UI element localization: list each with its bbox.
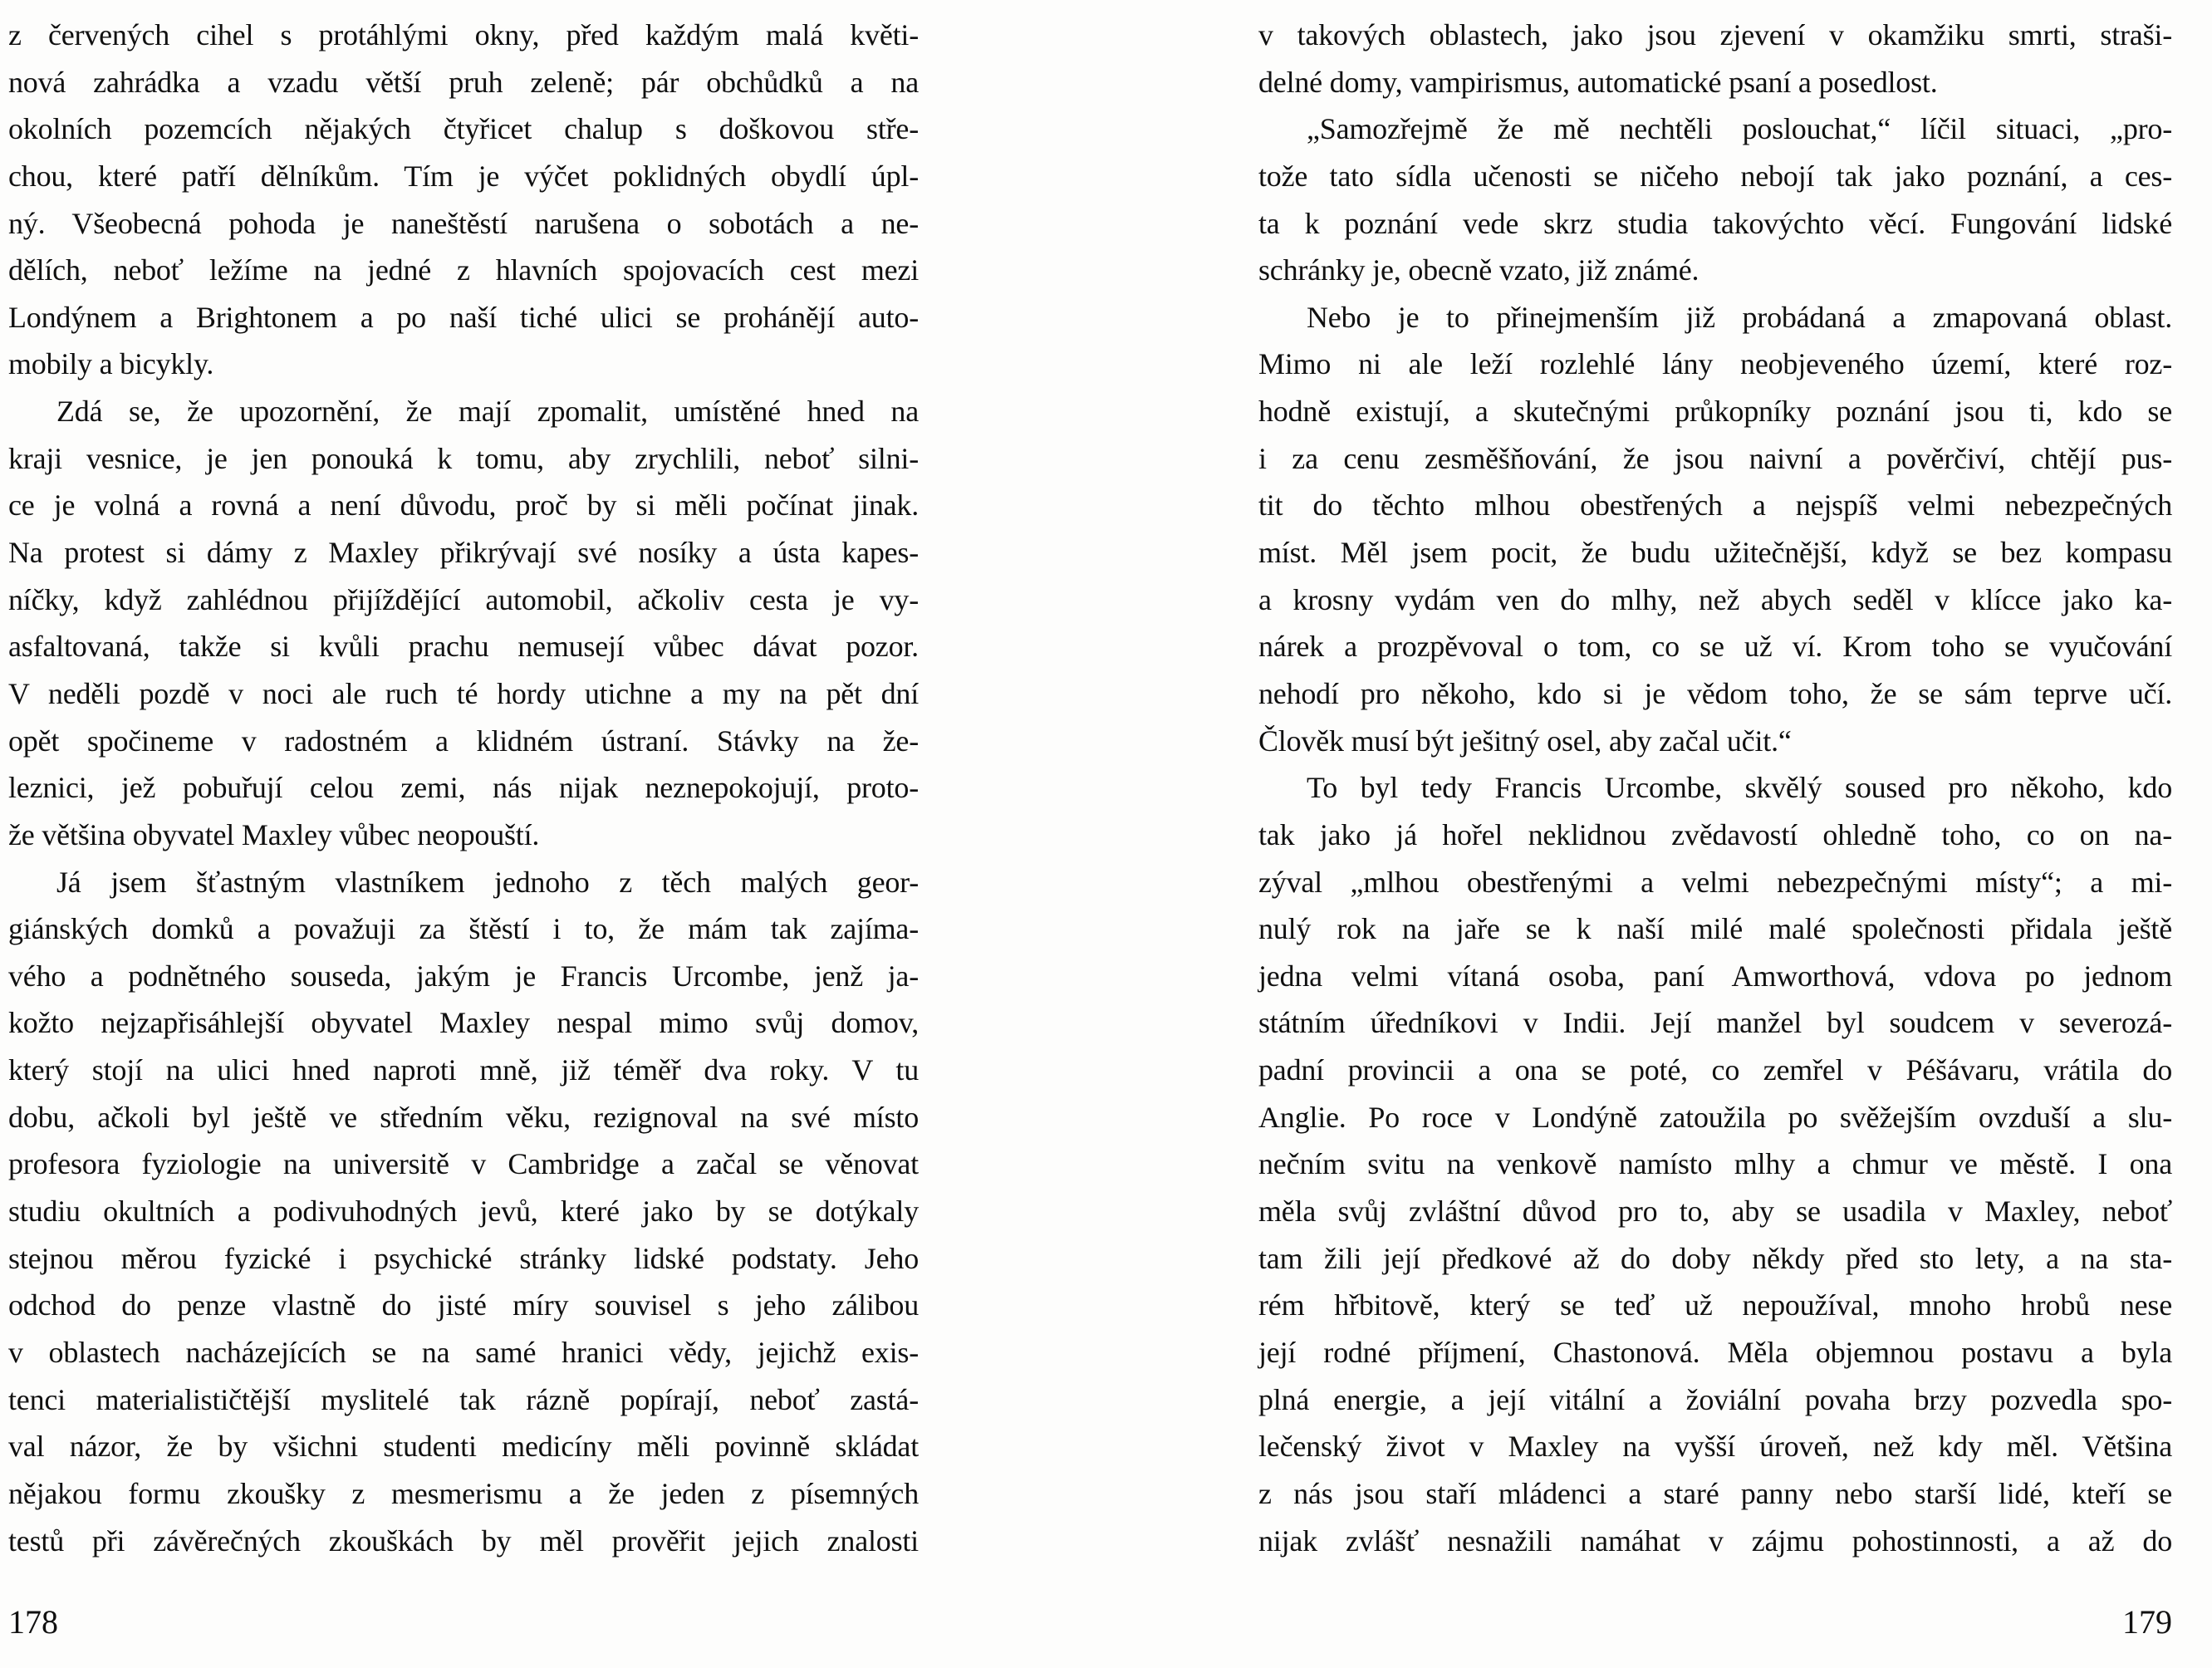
text-line: tam žili její předkové až do doby někdy před sto lety, a na sta- <box>1258 1241 2172 1275</box>
text-line: okolních pozemcích nějakých čtyřicet chalup s doškovou stře- <box>8 112 919 146</box>
text-line: profesora fyziologie na universitě v Cambridge a začal se věnovat <box>8 1147 919 1181</box>
text-line: že většina obyvatel Maxley vůbec neopouští. <box>8 817 540 851</box>
text-line: Na protest si dámy z Maxley přikrývají své nosíky a ústa kapes- <box>8 536 919 570</box>
text-line: Londýnem a Brightonem a po naší tiché ulici se prohánějí auto- <box>8 300 919 334</box>
text-line: hodně existují, a skutečnými průkopníky poznání jsou ti, kdo se <box>1258 395 2172 429</box>
text-line: plná energie, a její vitální a žoviální povaha brzy pozvedla spo- <box>1258 1382 2172 1416</box>
text-line: níčky, když zahlédnou přijíždějící automobil, ačkoliv cesta je vy- <box>8 582 919 616</box>
text-line: Anglie. Po roce v Londýně zatoužila po svěžejším ovzduší a slu- <box>1258 1100 2172 1134</box>
text-line: nulý rok na jaře se k naší milé malé společnosti přidala ještě <box>1258 912 2172 946</box>
text-line: tak jako já hořel neklidnou zvědavostí ohledně toho, co on na- <box>1258 817 2172 851</box>
text-line: Mimo ni ale leží rozlehlé lány neobjeveného území, které roz- <box>1258 347 2172 381</box>
text-line: testů při závěrečných zkouškách by měl prověřit jejich znalosti <box>8 1523 919 1558</box>
text-line: jedna velmi vítaná osoba, paní Amworthová, vdova po jednom <box>1258 959 2172 993</box>
text-block <box>8 12 919 1564</box>
text-line: v oblastech nacházejících se na samé hranici vědy, jejichž exis- <box>8 1335 919 1369</box>
text-line: měla svůj zvláštní důvod pro to, aby se usadila v Maxley, neboť <box>1258 1195 2172 1229</box>
text-line: odchod do penze vlastně do jisté míry souvisel s jeho zálibou <box>8 1288 919 1322</box>
text-line: giánských domků a považuji za štěstí i to, že mám tak zajíma- <box>8 912 919 946</box>
text-line: tenci materialističtější myslitelé tak rázně popírají, neboť zastá- <box>8 1382 919 1416</box>
text-line: dělích, neboť ležíme na jedné z hlavních spojovacích cest mezi <box>8 253 919 287</box>
text-line: lečenský život v Maxley na vyšší úroveň, než kdy měl. Většina <box>1258 1430 2172 1464</box>
text-line: To byl tedy Francis Urcombe, skvělý soused pro někoho, kdo <box>1307 771 2172 805</box>
text-line: v takových oblastech, jako jsou zjevení v okamžiku smrti, straši- <box>1258 18 2172 52</box>
text-line: její rodné příjmení, Chastonová. Měla objemnou postavu a byla <box>1258 1335 2172 1369</box>
text-line: dobu, ačkoli byl ještě ve středním věku, rezignoval na své místo <box>8 1100 919 1134</box>
text-line: delné domy, vampirismus, automatické psaní a posedlost. <box>1258 65 1938 99</box>
text-block <box>1258 12 2172 1564</box>
page-number-right: 179 <box>2122 1603 2172 1641</box>
text-line: vého a podnětného souseda, jakým je Francis Urcombe, jenž ja- <box>8 959 919 993</box>
text-line: z červených cihel s protáhlými okny, před každým malá květi- <box>8 18 919 52</box>
text-line: studiu okultních a podivuhodných jevů, které jako by se dotýkaly <box>8 1195 919 1229</box>
text-line: nehodí pro někoho, kdo si je vědom toho, že se sám teprve učí. <box>1258 676 2172 710</box>
text-line: asfaltovaná, takže si kvůli prachu nemusejí vůbec dávat pozor. <box>8 630 919 664</box>
text-line: Zdá se, že upozornění, že mají zpomalit, umístěné hned na <box>56 395 919 429</box>
text-line: schránky je, obecně vzato, již známé. <box>1258 253 1699 287</box>
right-page <box>1258 12 2172 1641</box>
text-line: V neděli pozdě v noci ale ruch té hordy utichne a my na pět dní <box>8 676 919 710</box>
text-line: kožto nejzapřisáhlejší obyvatel Maxley nespal mimo svůj domov, <box>8 1006 919 1040</box>
text-line: který stojí na ulici hned naproti mně, již téměř dva roky. V tu <box>8 1053 919 1087</box>
text-line: mobily a bicykly. <box>8 347 214 381</box>
text-line: Nebo je to přinejmenším již probádaná a zmapovaná oblast. <box>1307 300 2172 334</box>
text-line: ta k poznání vede skrz studia takovýchto věcí. Fungování lidské <box>1258 206 2172 240</box>
text-line: rém hřbitově, který se teď už nepoužíval, mnoho hrobů nese <box>1258 1288 2172 1322</box>
text-line: stejnou měrou fyzické i psychické stránky lidské podstaty. Jeho <box>8 1241 919 1275</box>
text-line: státním úředníkovi v Indii. Její manžel byl soudcem v severozá- <box>1258 1006 2172 1040</box>
text-line: ce je volná a rovná a není důvodu, proč by si měli počínat jinak. <box>8 488 919 522</box>
text-line: z nás jsou staří mládenci a staré panny nebo starší lidé, kteří se <box>1258 1476 2172 1510</box>
text-line: míst. Měl jsem pocit, že budu užitečnější, když se bez kompasu <box>1258 536 2172 570</box>
text-line: ný. Všeobecná pohoda je naneštěstí narušena o sobotách a ne- <box>8 206 919 240</box>
text-line: zýval „mlhou obestřenými a velmi nebezpečnými místy“; a mi- <box>1258 865 2172 899</box>
text-line: kraji vesnice, je jen ponouká k tomu, aby zrychlili, neboť silni- <box>8 441 919 475</box>
left-page <box>8 12 919 1641</box>
text-line: leznici, jež pobuřují celou zemi, nás nijak neznepokojují, proto- <box>8 771 919 805</box>
text-line: nárek a prozpěvoval o tom, co se už ví. Krom toho se vyučování <box>1258 630 2172 664</box>
text-line: chou, které patří dělníkům. Tím je výčet poklidných obydlí úpl- <box>8 159 919 193</box>
text-line: „Samozřejmě že mě nechtěli poslouchat,“ líčil situaci, „pro- <box>1307 112 2172 146</box>
text-line: Člověk musí být ješitný osel, aby začal učit.“ <box>1258 724 1792 758</box>
text-line: nijak zvlášť nesnažili namáhat v zájmu pohostinnosti, a až do <box>1258 1523 2172 1558</box>
page-number-left: 178 <box>8 1603 58 1641</box>
text-line: opět spočineme v radostném a klidném ústraní. Stávky na že- <box>8 724 919 758</box>
text-line: tože tato sídla učenosti se ničeho nebojí tak jako poznání, a ces- <box>1258 159 2172 193</box>
text-line: tit do těchto mlhou obestřených a nejspíš velmi nebezpečných <box>1258 488 2172 522</box>
text-line: nová zahrádka a vzadu větší pruh zeleně; pár obchůdků a na <box>8 65 919 99</box>
text-line: Já jsem šťastným vlastníkem jednoho z těch malých geor- <box>56 865 919 899</box>
text-line: nečním svitu na venkově namísto mlhy a chmur ve městě. I ona <box>1258 1147 2172 1181</box>
text-line: val názor, že by všichni studenti medicíny měli povinně skládat <box>8 1430 919 1464</box>
text-line: i za cenu zesměšňování, že jsou naivní a pověrčiví, chtějí pus- <box>1258 441 2172 475</box>
text-line: nějakou formu zkoušky z mesmerismu a že jeden z písemných <box>8 1476 919 1510</box>
text-line: a krosny vydám ven do mlhy, než abych seděl v klícce jako ka- <box>1258 582 2172 616</box>
text-line: padní provincii a ona se poté, co zemřel v Péšávaru, vrátila do <box>1258 1053 2172 1087</box>
